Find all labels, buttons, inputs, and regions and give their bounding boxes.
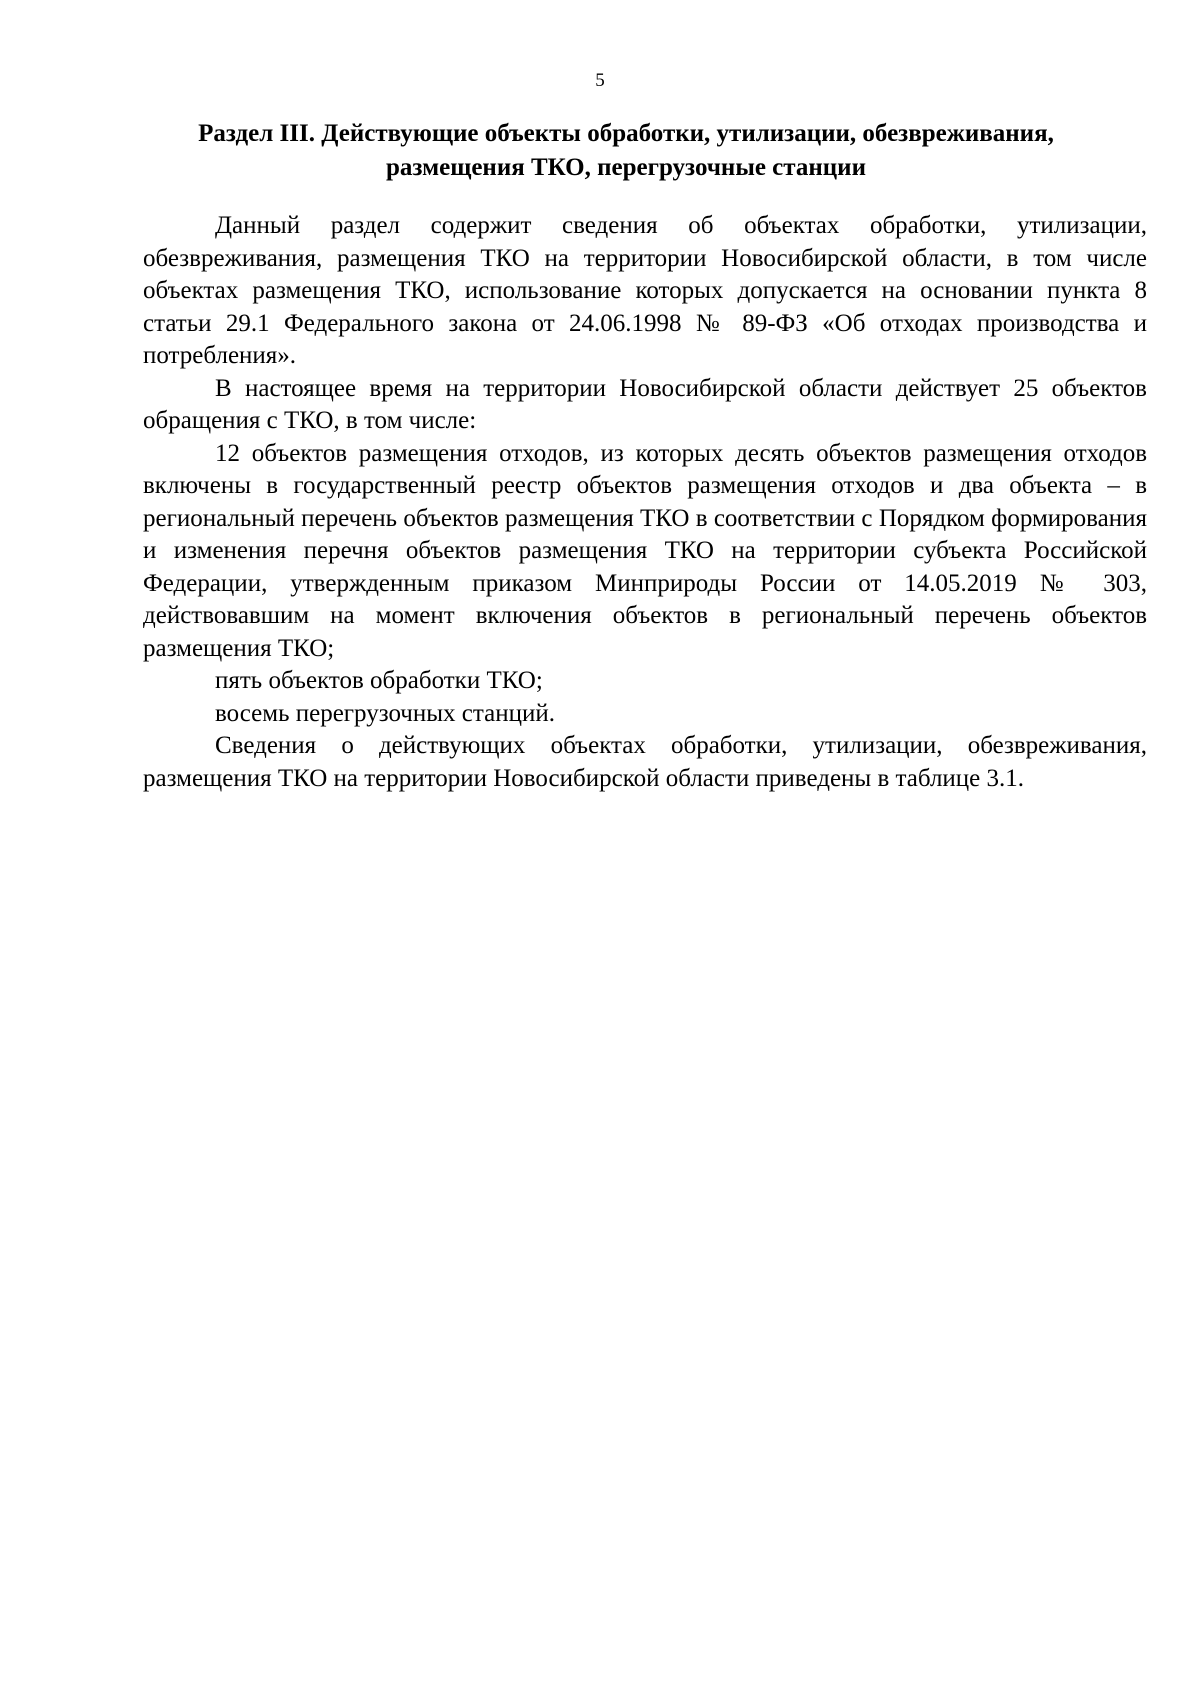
- section-heading-line-2: размещения ТКО, перегрузочные станции: [386, 154, 866, 181]
- paragraph-intro: Данный раздел содержит сведения об объектах обработки, утилизации, обезвреживания, размещения ТКО на территории Новосибирской области, в том числе объектах размещения ТКО, использование которых допускается на основании пункта 8 статьи 29.1 Федерального закона от 24.06.1998 № 89-ФЗ «Об отходах производства и потребления».: [143, 212, 1147, 369]
- section-heading-line-1: Раздел III. Действующие объекты обработки, утилизации, обезвреживания,: [198, 120, 1054, 147]
- paragraph-transfer-stations: восемь перегрузочных станций.: [215, 699, 555, 727]
- paragraph-disposal-objects: 12 объектов размещения отходов, из которых десять объектов размещения отходов включены в государственный реестр объектов размещения отходов и два объекта – в региональный перечень объектов размещения ТКО в соответствии с Порядком формирования и изменения перечня объектов размещения ТКО на территории субъекта Российской Федерации, утвержденным приказом Минприроды России от 14.05.2019 № 303, действовавшим на момент включения объектов в региональный перечень объектов размещения ТКО;: [143, 439, 1147, 662]
- paragraph-objects-count: В настоящее время на территории Новосибирской области действует 25 объектов обращения с ТКО, в том числе:: [143, 374, 1147, 434]
- section-heading: [138, 117, 1114, 185]
- section-body: [143, 210, 1147, 795]
- paragraph-processing-objects: пять объектов обработки ТКО;: [215, 667, 543, 694]
- page-number: 5: [595, 70, 605, 91]
- paragraph-table-reference: Сведения о действующих объектах обработки, утилизации, обезвреживания, размещения ТКО на территории Новосибирской области приведены в таблице 3.1.: [143, 732, 1147, 792]
